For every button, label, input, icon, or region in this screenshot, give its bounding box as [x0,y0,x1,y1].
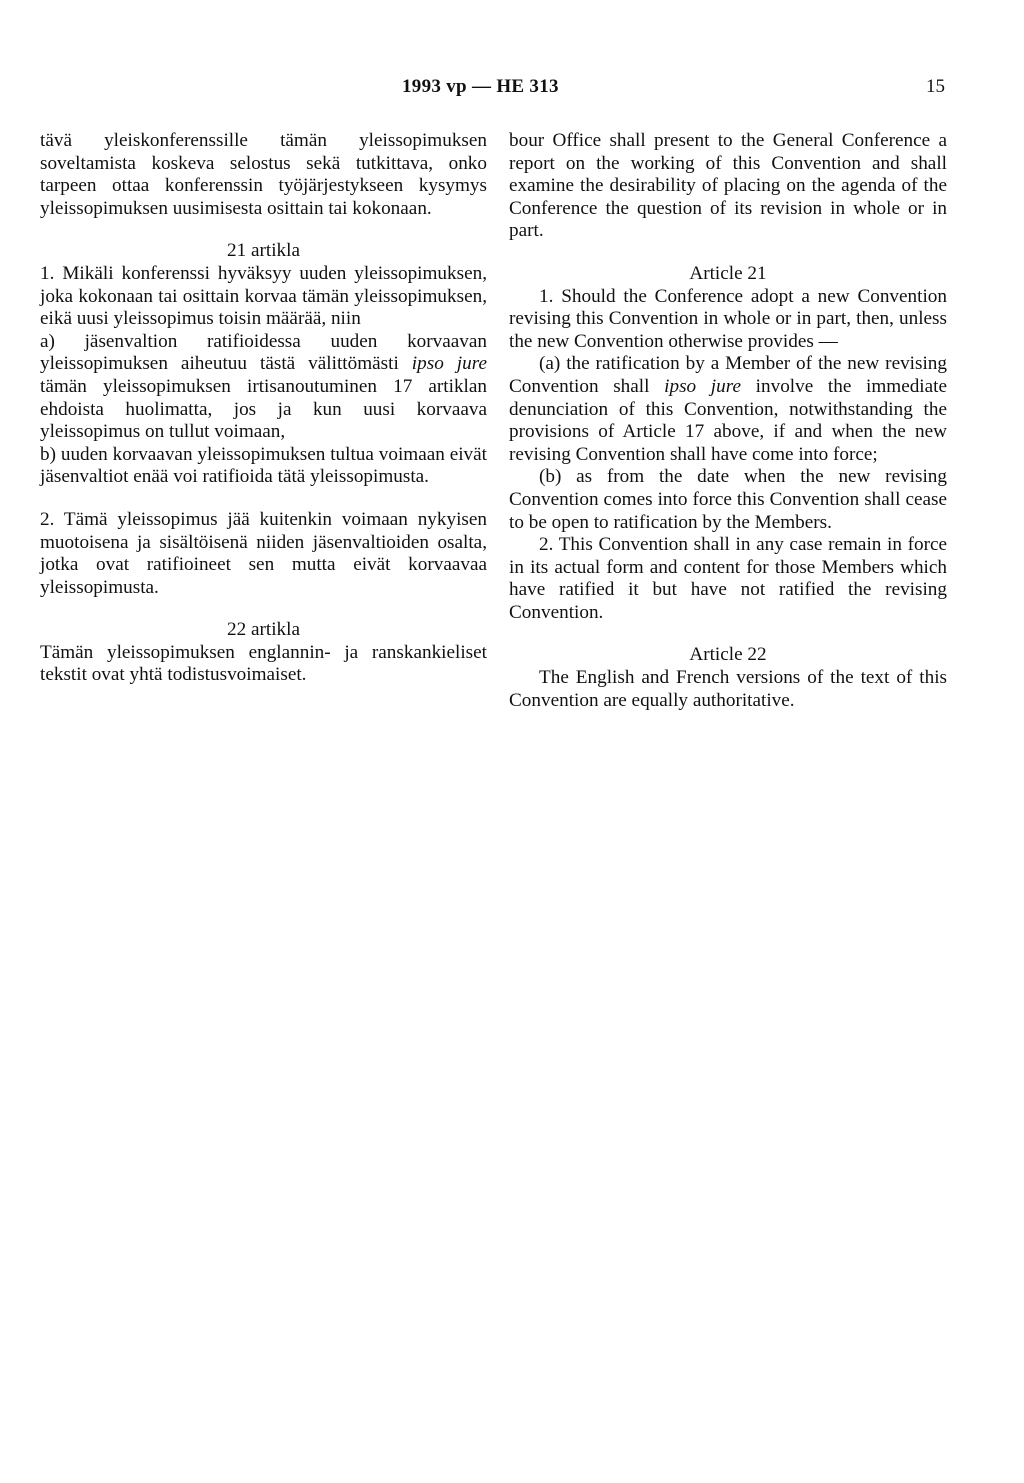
english-column [509,130,947,712]
finnish-intro-paragraph: tävä yleiskonferenssille tämän yleissopimuksen soveltamista koskeva selostus sekä tutkittava, onko tarpeen ottaa konferenssin työjärjestykseen kysymys yleissopimuksen uusimisesta osittain tai kokonaan. [40,130,487,219]
finnish-article-21-item-a: a) jäsenvaltion ratifioidessa uuden korvaavan yleissopimuksen aiheutuu tästä välittömästi ipso jure tämän yleissopimuksen irtisanoutuminen 17 artiklan ehdoista huolimatta, jos ja kun uusi korvaava yleissopimus on tullut voimaan, [40,330,487,443]
finnish-article-21-item-b: b) uuden korvaavan yleissopimuksen tultua voimaan eivät jäsenvaltiot enää voi ratifioida tätä yleissopimusta. [40,443,487,488]
english-article-21-item-a: (a) the ratification by a Member of the new revising Convention shall ipso jure involve the immediate denunciation of this Convention, notwithstanding the provisions of Article 17 above, if and when the new revising Convention shall have come into force; [509,353,948,465]
finnish-column [40,130,487,687]
english-article-22-text: The English and French versions of the text of this Convention are equally authoritative. [509,667,947,711]
running-head: 1993 vp — HE 313 [402,76,559,97]
english-article-21-paragraph-2: 2. This Convention shall in any case remain in force in its actual form and content for those Members which have ratified it but have not ratified the revising Convention. [509,534,947,623]
page-header [0,76,1024,100]
english-article-21-item-b: (b) as from the date when the new revising Convention comes into force this Convention shall cease to be open to ratification by the Members. [509,466,947,533]
english-intro-paragraph: bour Office shall present to the General Conference a report on the working of this Convention and shall examine the desirability of placing on the agenda of the Conference the question of its revision in whole or in part. [509,130,947,242]
page-number: 15 [926,76,945,97]
finnish-article-21-heading: 21 artikla [227,240,300,262]
finnish-article-21-paragraph-2: 2. Tämä yleissopimus jää kuitenkin voimaan nykyisen muotoisena ja sisältöisenä niiden jäsenvaltioiden osalta, jotka ovat ratifioineet sen mutta eivät korvaavaa yleissopimusta. [40,508,487,598]
english-article-22-heading: Article 22 [689,644,767,666]
english-article-21-heading: Article 21 [689,262,767,284]
latin-term: ipso jure [411,353,487,375]
english-article-21-paragraph-1: 1. Should the Conference adopt a new Convention revising this Convention in whole or in part, then, unless the new Convention otherwise provides — [509,285,947,352]
finnish-article-21-paragraph-1: 1. Mikäli konferenssi hyväksyy uuden yleissopimuksen, joka kokonaan tai osittain korvaa tämän yleissopimuksen, eikä uusi yleissopimus toisin määrää, niin [40,262,487,330]
finnish-article-22-heading: 22 artikla [227,619,300,641]
finnish-article-22-text: Tämän yleissopimuksen englannin- ja ranskankieliset tekstit ovat yhtä todistusvoimaiset. [40,641,487,686]
latin-term: ipso jure [664,375,741,397]
